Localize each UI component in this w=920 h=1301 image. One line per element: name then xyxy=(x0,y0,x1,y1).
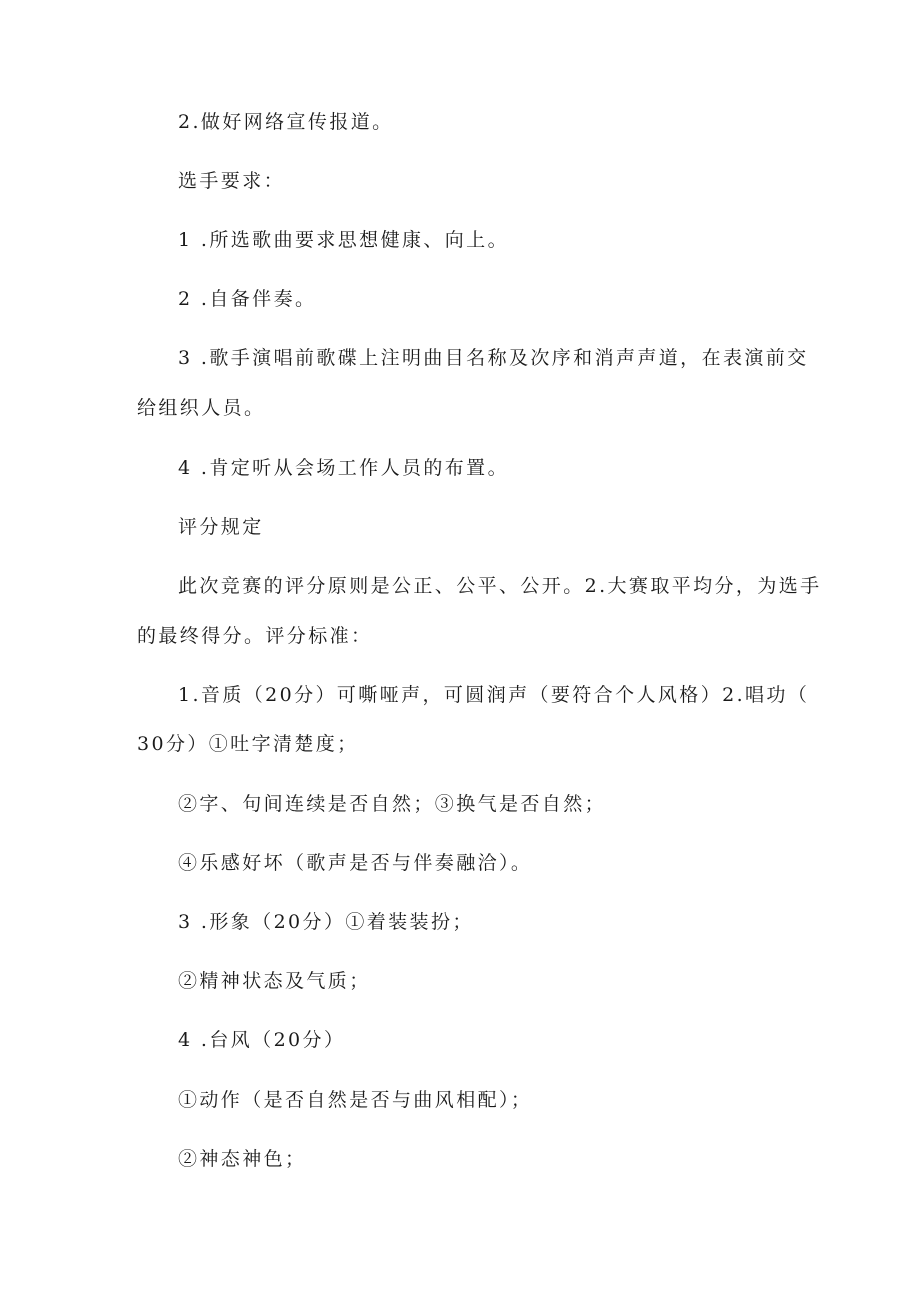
criterion-1-line-1: 1.音质（20分）可嘶哑声，可圆润声（要符合个人风格）2.唱功（ xyxy=(178,684,810,706)
criterion-1-line-2: 30分）①吐字清楚度； xyxy=(137,733,359,755)
requirement-2: 2 .自备伴奏。 xyxy=(178,288,317,310)
requirement-1: 1 .所选歌曲要求思想健康、向上。 xyxy=(178,229,509,251)
criterion-3-item-2: ②精神状态及气质； xyxy=(178,970,371,992)
heading-contestant-requirements: 选手要求： xyxy=(178,170,286,192)
criterion-2-item-2-3: ②字、句间连续是否自然；③换气是否自然； xyxy=(178,793,607,815)
criterion-4-item-2: ②神态神色； xyxy=(178,1148,307,1170)
heading-scoring-rules: 评分规定 xyxy=(178,516,264,538)
criterion-4-item-1: ①动作（是否自然是否与曲风相配）； xyxy=(178,1089,533,1111)
requirement-3-line-1: 3 .歌手演唱前歌碟上注明曲目名称及次序和消声声道，在表演前交 xyxy=(178,347,809,369)
requirement-4: 4 .肯定听从会场工作人员的布置。 xyxy=(178,457,509,479)
criterion-3-image: 3 .形象（20分）①着装装扮； xyxy=(178,911,474,933)
line-network-publicity: 2.做好网络宣传报道。 xyxy=(178,111,394,133)
criterion-2-item-4: ④乐感好坏（歌声是否与伴奏融洽）。 xyxy=(178,852,533,874)
scoring-principle-line-2: 的最终得分。评分标准： xyxy=(137,625,373,647)
scoring-principle-line-1: 此次竞赛的评分原则是公正、公平、公开。2.大赛取平均分，为选手 xyxy=(178,575,822,597)
requirement-3-line-2: 给组织人员。 xyxy=(137,397,266,419)
criterion-4-stage-presence: 4 .台风（20分） xyxy=(178,1029,346,1051)
